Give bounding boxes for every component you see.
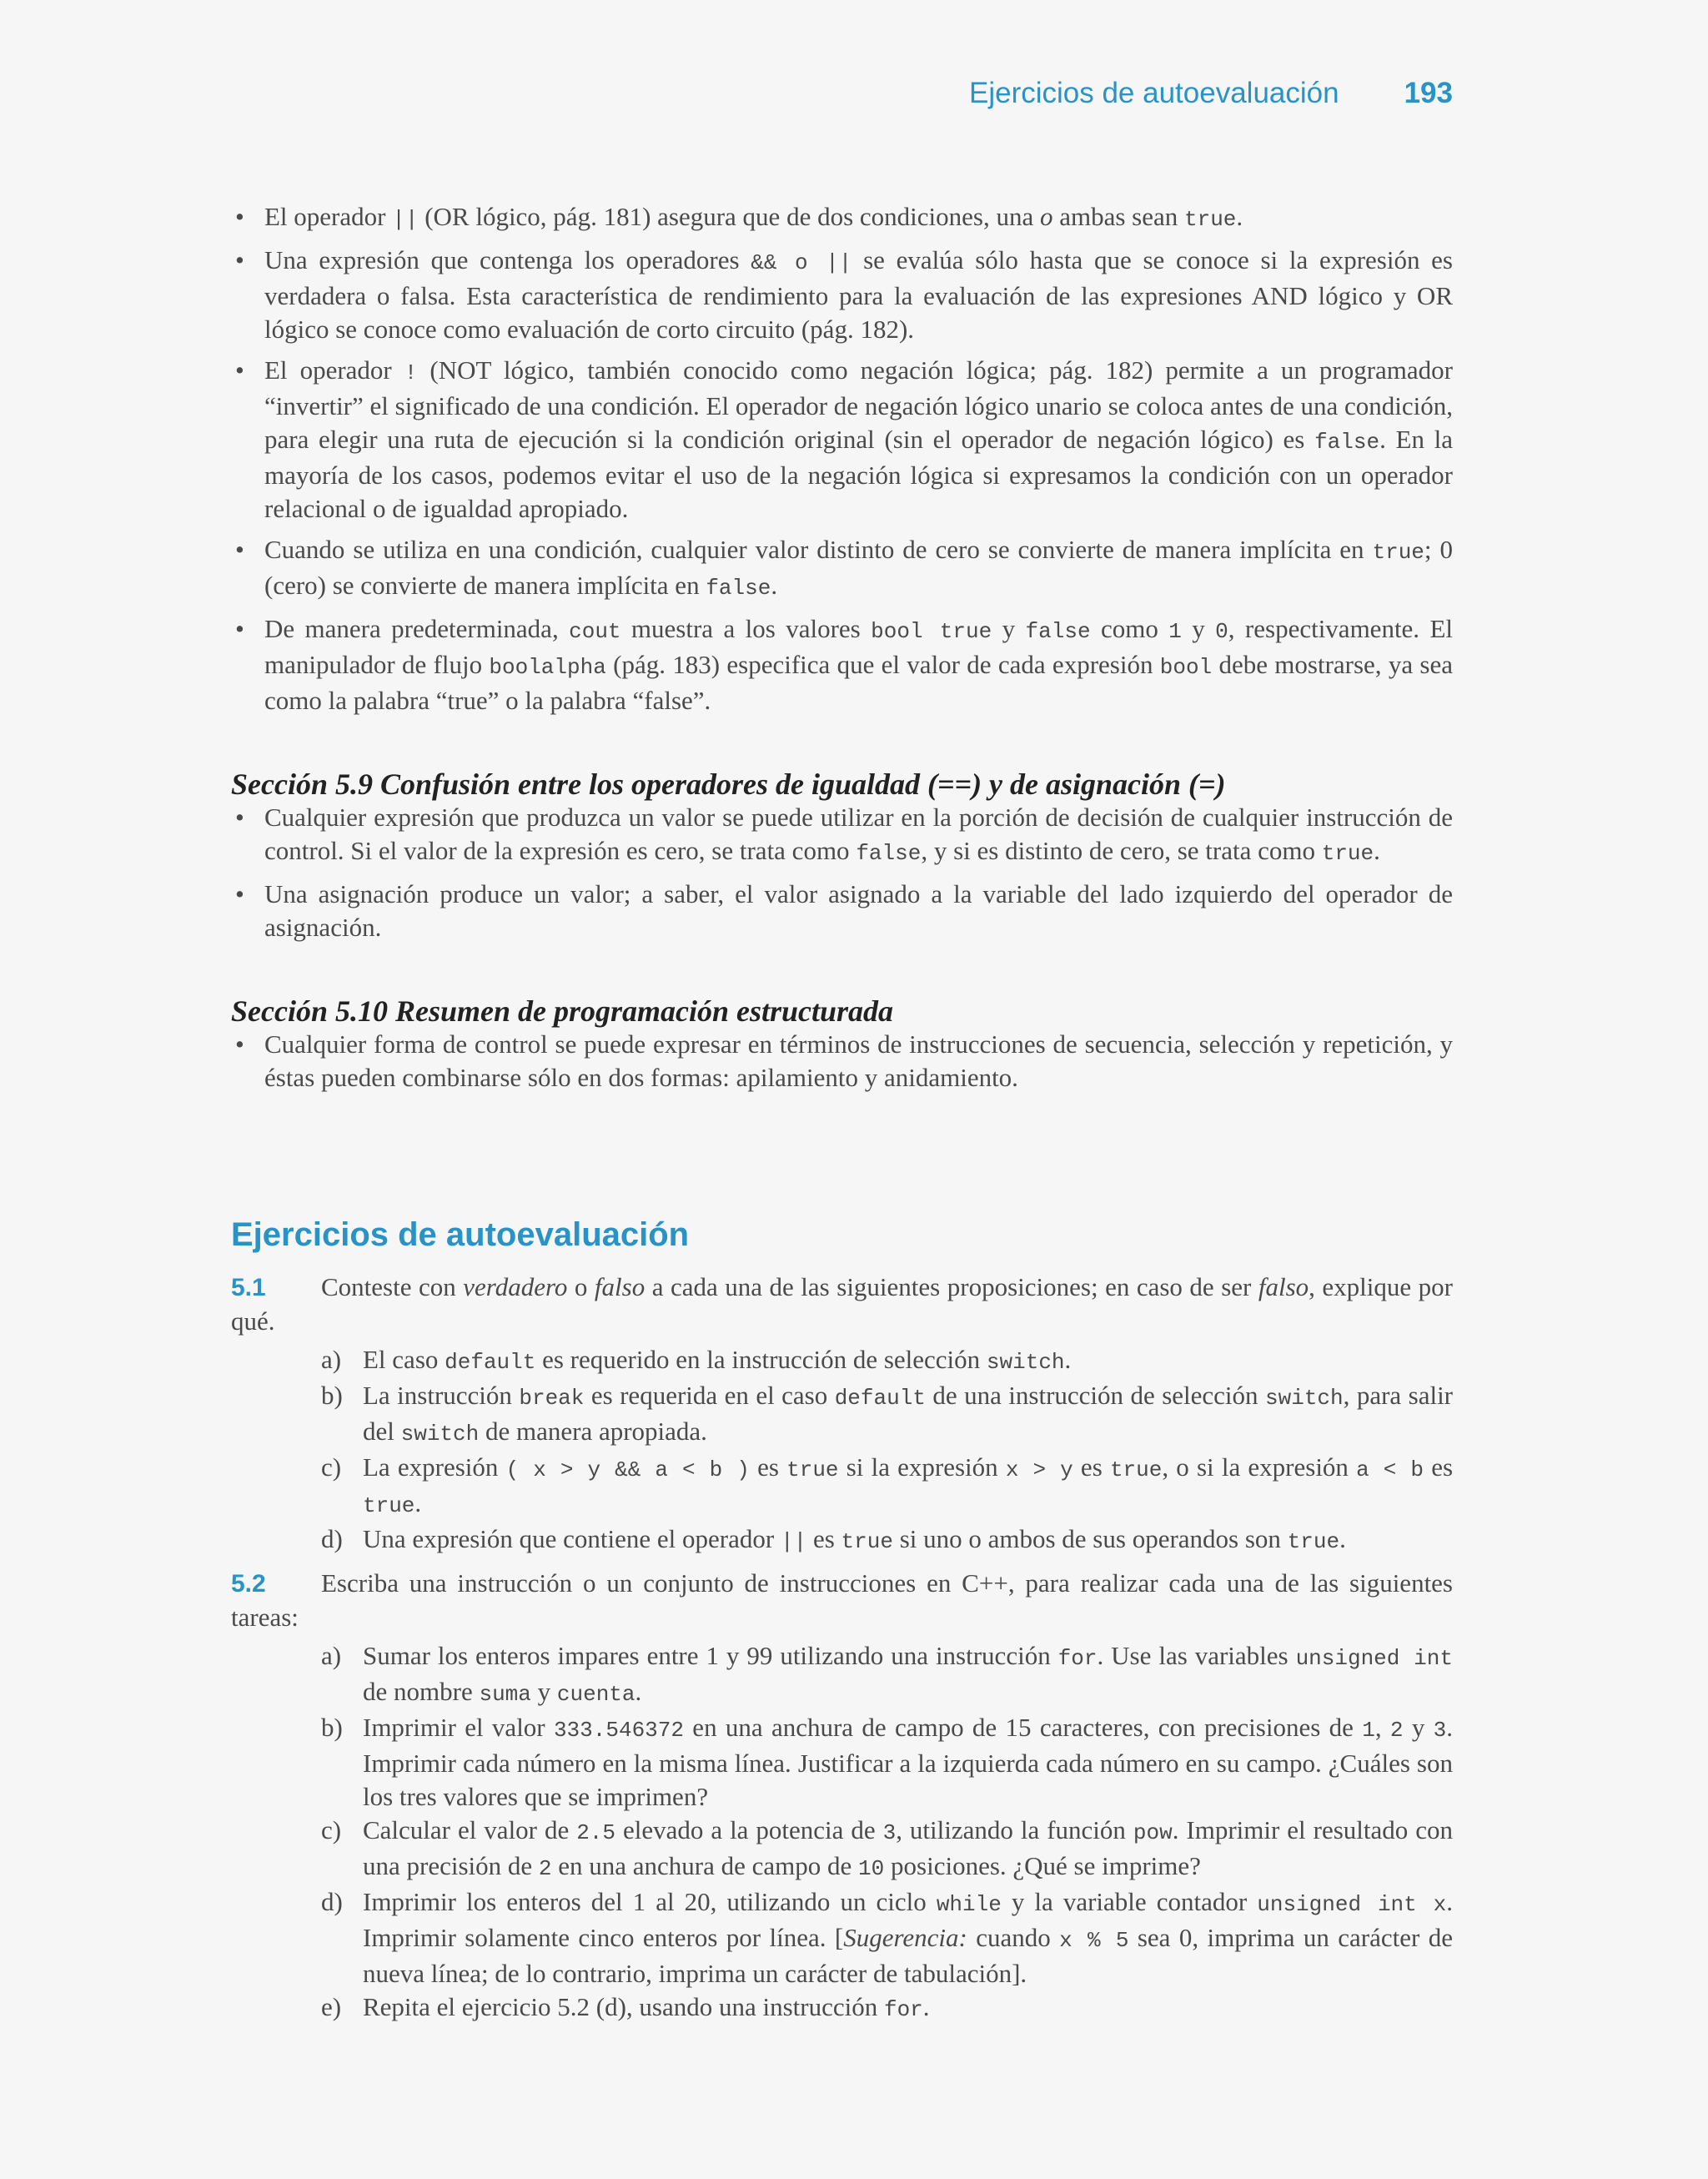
part-letter: a)	[321, 1345, 342, 1374]
text-run: y la variable contador	[1001, 1887, 1258, 1916]
text-run: , utilizando la función	[896, 1815, 1133, 1844]
text-run: ; 0 (cero) se convierte de manera implícita en	[264, 535, 1453, 600]
code-text: ( x > y && a < b )	[505, 1457, 750, 1482]
bullet-item	[231, 244, 1453, 346]
code-text: 1	[1362, 1718, 1375, 1743]
bullet-icon: •	[235, 535, 244, 564]
text-run: . Imprimir el resultado con una precisión de	[363, 1815, 1453, 1880]
code-text: true	[1184, 207, 1237, 232]
text-run: y	[992, 614, 1026, 643]
text-run: de nombre	[363, 1677, 480, 1706]
text-run: se evalúa sólo hasta que se conoce si la expresión es verdadera o falsa. Esta característica de rendimiento para la evaluación de las expresiones AND lógico y OR lógico se conoce como evaluación de corto circuito (pág. 182).	[264, 245, 1454, 344]
running-head-title: Ejercicios de autoevaluación	[968, 77, 1339, 109]
code-text: switch	[986, 1350, 1065, 1375]
section-heading: Sección 5.9 Confusión entre los operadores de igualdad (==) y de asignación (=)	[231, 767, 1226, 801]
code-text: false	[706, 576, 771, 601]
italic-text: falso	[1258, 1272, 1309, 1301]
code-text: 0	[1215, 619, 1228, 644]
code-text: cout	[569, 619, 621, 644]
code-text: 2	[538, 1856, 552, 1881]
code-text: true	[1287, 1529, 1340, 1554]
text-run: La instrucción	[363, 1381, 520, 1410]
code-text: while	[936, 1892, 1002, 1917]
italic-text: o	[1039, 202, 1053, 231]
text-run: De manera predeterminada,	[264, 614, 570, 643]
code-text: true	[1109, 1457, 1163, 1482]
text-run: . Imprimir solamente cinco enteros por línea. [	[363, 1887, 1454, 1952]
text-run: en una anchura de campo de 15 caracteres, con precisiones de	[683, 1713, 1363, 1742]
text-run: debe mostrarse, ya sea como la palabra “true” o la palabra “false”.	[264, 650, 1453, 715]
code-text: 2	[1389, 1718, 1404, 1743]
text-run: , y si es distinto de cero, se trata como	[921, 836, 1322, 865]
exercise-list	[231, 1271, 1453, 2026]
exercise-number: 5.1	[231, 1274, 266, 1301]
bullet-item	[231, 200, 1453, 236]
italic-text: falso	[594, 1272, 646, 1301]
italic-text: verdadero	[463, 1272, 568, 1301]
exercise-part	[231, 1885, 1453, 1990]
code-text: break	[519, 1386, 585, 1411]
bullet-item	[231, 354, 1453, 526]
text-run: .	[1339, 1524, 1346, 1553]
code-text: 333.546372	[553, 1718, 684, 1743]
text-run: es	[806, 1524, 841, 1553]
code-text: pow	[1133, 1820, 1173, 1845]
text-run: Sumar los enteros impares entre 1 y 99 utilizando una instrucción	[363, 1641, 1058, 1670]
text-run: . En la mayoría de los casos, podemos evitar el uso de la negación lógica si expresamos la condición con un operador relacional o de igualdad apropiado.	[264, 425, 1454, 523]
section-5-10	[231, 994, 1453, 1095]
text-run: si la expresión	[838, 1452, 1006, 1482]
text-run: . Use las variables	[1097, 1641, 1296, 1670]
bullet-item	[231, 612, 1453, 717]
part-letter: b)	[321, 1381, 343, 1410]
text-run: Cuando se utiliza en una condición, cualquier valor distinto de cero se convierte de manera implícita en	[264, 535, 1373, 564]
code-text: default	[834, 1386, 926, 1411]
text-run: .	[414, 1488, 422, 1517]
code-text: x > y	[1005, 1457, 1073, 1482]
text-run: sea 0, imprima un carácter de nueva línea; de lo contrario, imprima un carácter de tabulación].	[363, 1923, 1453, 1988]
text-run: La expresión	[363, 1452, 506, 1482]
text-run: si uno o ambos de sus operandos son	[892, 1524, 1288, 1553]
exercise-part	[231, 1990, 1453, 2026]
code-text: false	[1025, 619, 1091, 644]
intro-bullet-list	[231, 200, 1453, 717]
text-run: .	[1374, 836, 1380, 865]
text-run: muestra a los valores	[620, 614, 872, 643]
bullet-icon: •	[235, 202, 244, 231]
text-run: es	[1073, 1452, 1110, 1482]
section-5-9-bullet-list	[231, 801, 1453, 944]
text-run: es requerido en la instrucción de selección	[535, 1345, 987, 1374]
text-run: cuando	[967, 1923, 1060, 1952]
text-run: El operador	[264, 202, 393, 231]
code-text: switch	[400, 1422, 480, 1447]
text-run: y	[530, 1677, 557, 1706]
text-run: y	[1403, 1713, 1434, 1742]
text-run: , respectivamente. El manipulador de flujo	[264, 614, 1454, 679]
text-run: Repita el ejercicio 5.2 (d), usando una instrucción	[363, 1992, 884, 2021]
code-text: true	[363, 1493, 415, 1518]
code-text: ||	[780, 1529, 807, 1554]
text-run: .	[635, 1677, 642, 1706]
section-heading: Sección 5.10 Resumen de programación estructurada	[231, 994, 894, 1028]
part-letter: a)	[321, 1641, 342, 1670]
exercises-title: Ejercicios de autoevaluación	[231, 1216, 690, 1253]
code-text: x % 5	[1059, 1928, 1129, 1953]
text-run: posiciones. ¿Qué se imprime?	[884, 1851, 1201, 1880]
part-letter: d)	[321, 1524, 343, 1553]
text-run: , o si la expresión	[1162, 1452, 1357, 1482]
text-run: de manera apropiada.	[479, 1417, 707, 1446]
text-run: El operador	[264, 355, 404, 385]
part-letter: c)	[321, 1815, 342, 1844]
exercise-parts	[231, 1343, 1453, 1558]
exercise-part	[231, 1814, 1453, 1885]
exercise-part	[231, 1522, 1453, 1558]
bullet-icon: •	[235, 245, 244, 274]
running-head	[969, 77, 1453, 110]
text-run: Una asignación produce un valor; a saber, el valor asignado a la variable del lado izquierdo del operador de asignación.	[264, 879, 1453, 942]
text-run: ,	[1374, 1713, 1390, 1742]
part-letter: e)	[321, 1992, 342, 2021]
code-text: unsigned int	[1295, 1646, 1453, 1671]
code-text: !	[404, 360, 418, 385]
text-run: .	[771, 571, 778, 600]
text-run: Una expresión que contenga los operadores	[264, 245, 751, 274]
text-run: Cualquier expresión que produzca un valor se puede utilizar en la porción de decisión de cualquier instrucción de control. Si el valor de la expresión es cero, se trata como	[264, 803, 1453, 865]
text-run: es	[749, 1452, 787, 1482]
code-text: && o ||	[751, 250, 852, 275]
code-text: 3	[1433, 1718, 1447, 1743]
code-text: 10	[858, 1856, 885, 1881]
code-text: for	[883, 1997, 923, 2022]
code-text: false	[1314, 430, 1380, 455]
text-run: .	[1064, 1345, 1072, 1374]
bullet-icon: •	[235, 879, 244, 908]
text-run: Conteste con	[321, 1272, 464, 1301]
exercise-part	[231, 1639, 1453, 1711]
text-run: (pág. 183) especifica que el valor de cada expresión	[605, 650, 1160, 679]
text-run: Imprimir los enteros del 1 al 20, utilizando un ciclo	[363, 1887, 937, 1916]
exercise-part	[231, 1451, 1453, 1522]
exercise-item	[231, 1271, 1453, 1558]
code-text: true	[841, 1529, 893, 1554]
exercise-number: 5.2	[231, 1570, 266, 1598]
code-text: true	[786, 1457, 839, 1482]
page-content	[231, 200, 1453, 2035]
text-run: o	[567, 1272, 595, 1301]
part-letter: d)	[321, 1887, 343, 1916]
code-text: false	[856, 841, 922, 866]
code-text: 1	[1168, 619, 1182, 644]
text-run: , para salir del	[363, 1381, 1453, 1446]
text-run: Cualquier forma de control se puede expresar en términos de instrucciones de secuencia, selección y repetición, y éstas pueden combinarse sólo en dos formas: apilamiento y anidamiento.	[264, 1029, 1453, 1092]
bullet-icon: •	[235, 803, 244, 832]
code-text: 3	[882, 1820, 897, 1845]
exercise-part	[231, 1379, 1453, 1451]
section-5-10-bullet-list	[231, 1028, 1453, 1095]
code-text: default	[445, 1350, 536, 1375]
code-text: 2.5	[576, 1820, 616, 1845]
exercise-item	[231, 1567, 1453, 2026]
text-run: ambas sean	[1052, 202, 1184, 231]
code-text: bool true	[871, 619, 992, 644]
text-run: Imprimir el valor	[363, 1713, 554, 1742]
text-run: de una instrucción de selección	[925, 1381, 1265, 1410]
text-run: El caso	[363, 1345, 445, 1374]
code-text: bool	[1159, 655, 1213, 680]
text-run: como	[1090, 614, 1169, 643]
italic-text: Sugerencia:	[843, 1923, 967, 1952]
text-run: , explique por qué.	[231, 1272, 1453, 1336]
text-run: Una expresión que contiene el operador	[363, 1524, 781, 1553]
text-run: es requerida en el caso	[584, 1381, 835, 1410]
bullet-icon: •	[235, 1029, 244, 1059]
code-text: a < b	[1356, 1457, 1424, 1482]
exercise-parts	[231, 1639, 1453, 2026]
code-text: boolalpha	[489, 655, 606, 680]
bullet-item	[231, 533, 1453, 605]
bullet-item	[231, 801, 1453, 870]
text-run: es	[1424, 1452, 1454, 1482]
text-run: (OR lógico, pág. 181) asegura que de dos condiciones, una	[418, 202, 1040, 231]
code-text: true	[1321, 841, 1374, 866]
text-run: Escriba una instrucción o un conjunto de instrucciones en C++, para realizar cada una de las siguientes tareas:	[231, 1568, 1453, 1632]
code-text: suma	[479, 1682, 531, 1707]
part-letter: c)	[321, 1452, 342, 1482]
section-5-9	[231, 767, 1453, 944]
code-text: switch	[1265, 1386, 1344, 1411]
exercise-part	[231, 1343, 1453, 1379]
text-run: elevado a la potencia de	[615, 1815, 883, 1844]
text-run: .	[922, 1992, 930, 2021]
bullet-icon: •	[235, 614, 244, 643]
code-text: ||	[392, 207, 419, 232]
text-run: Calcular el valor de	[363, 1815, 577, 1844]
exercise-part	[231, 1711, 1453, 1814]
bullet-item	[231, 878, 1453, 944]
code-text: cuenta	[556, 1682, 635, 1707]
text-run: .	[1236, 202, 1243, 231]
bullet-item	[231, 1028, 1453, 1095]
bullet-icon: •	[235, 355, 244, 385]
text-run: . Imprimir cada número en la misma línea. Justificar a la izquierda cada número en su campo. ¿Cuáles son los tres valores que se imprimen?	[363, 1713, 1453, 1811]
text-run: (NOT lógico, también conocido como negación lógica; pág. 182) permite a un programador “invertir” el significado de una condición. El operador de negación lógico unario se coloca antes de una condición, para elegir una ruta de ejecución si la condición original (sin el operador de negación lógico) es	[264, 355, 1453, 454]
text-run: en una anchura de campo de	[551, 1851, 859, 1880]
part-letter: b)	[321, 1713, 343, 1742]
code-text: for	[1057, 1646, 1098, 1671]
text-run: y	[1181, 614, 1216, 643]
code-text: unsigned int x	[1257, 1892, 1447, 1917]
text-run: a cada una de las siguientes proposiciones; en caso de ser	[645, 1272, 1258, 1301]
page-number: 193	[1404, 77, 1453, 109]
code-text: true	[1372, 540, 1424, 565]
